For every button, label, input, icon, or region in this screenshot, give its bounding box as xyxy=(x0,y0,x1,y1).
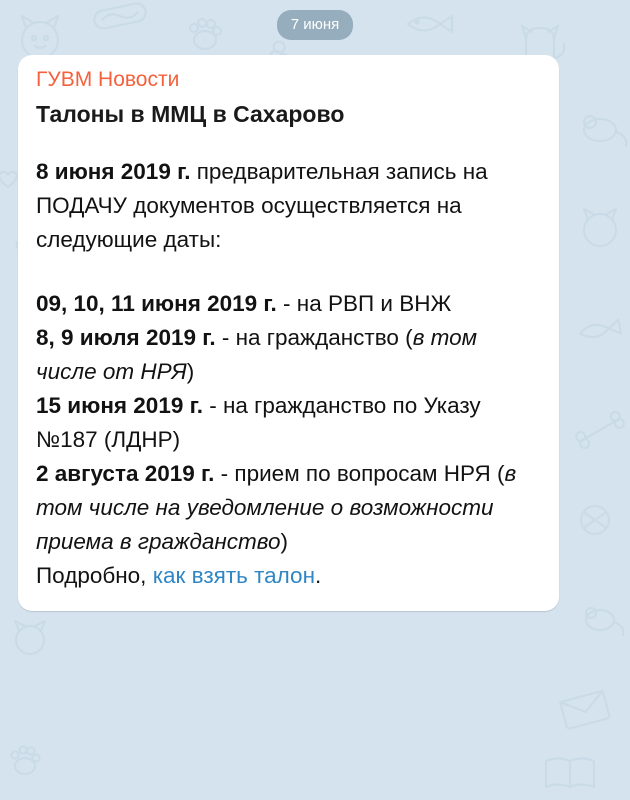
footer-suffix: . xyxy=(315,563,322,588)
item-2-italic: в том числе от НРЯ xyxy=(36,325,478,384)
item-2-date: 8, 9 июля 2019 г. xyxy=(36,325,216,350)
item-3-date: 15 июня 2019 г. xyxy=(36,393,203,418)
message-title: Талоны в ММЦ в Сахарово xyxy=(36,101,345,127)
message-item-2 xyxy=(36,321,541,389)
message-bubble[interactable] xyxy=(18,55,559,611)
message-item-1 xyxy=(36,287,541,321)
footer-prefix: Подробно, xyxy=(36,563,153,588)
date-separator-pill: 7 июня xyxy=(277,10,354,40)
paragraph-spacer xyxy=(36,257,541,287)
message-footer-line xyxy=(36,559,541,593)
item-4-date: 2 августа 2019 г. xyxy=(36,461,215,486)
message-body xyxy=(36,155,541,593)
item-3-text: - на гражданство по Указу №187 (ЛДНР) xyxy=(36,393,481,452)
item-4-italic: в том числе на уведомление о возможности приема в гражданство xyxy=(36,461,517,554)
intro-text: предварительная запись на ПОДАЧУ документов осуществляется на следующие даты: xyxy=(36,159,488,252)
item-1-date: 09, 10, 11 июня 2019 г. xyxy=(36,291,277,316)
message-item-3 xyxy=(36,389,541,457)
message-author: ГУВМ Новости xyxy=(36,68,180,91)
date-separator-row xyxy=(0,10,630,40)
item-2-text: - на гражданство ( xyxy=(215,325,413,350)
message-item-4 xyxy=(36,457,541,559)
item-4-text: - прием по вопросам НРЯ ( xyxy=(214,461,505,486)
item-2-tail: ) xyxy=(186,359,195,384)
item-1-text: - на РВП и ВНЖ xyxy=(276,291,452,316)
how-to-get-ticket-link[interactable]: как взять талон xyxy=(152,563,315,588)
item-4-tail: ) xyxy=(280,529,289,554)
intro-date: 8 июня 2019 г. xyxy=(36,159,191,184)
message-paragraph-intro xyxy=(36,155,541,257)
